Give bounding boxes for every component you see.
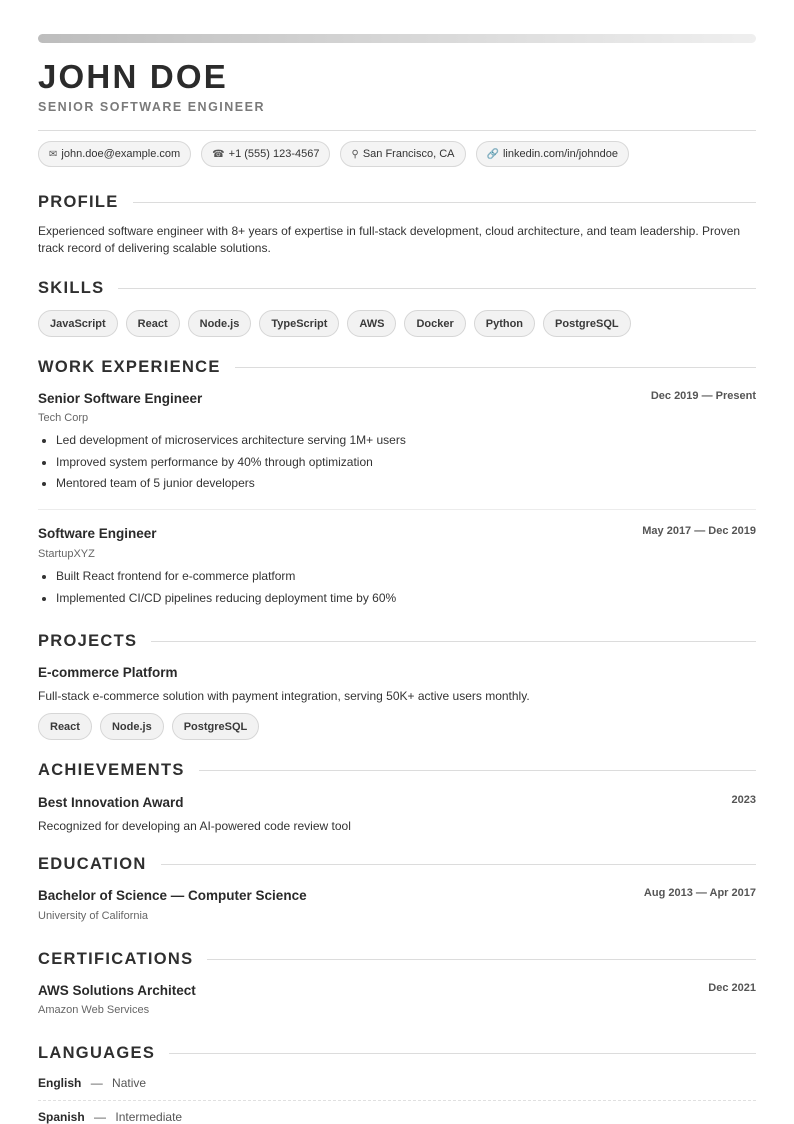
language-separator: — xyxy=(94,1110,107,1124)
achievement-title: Best Innovation Award xyxy=(38,795,184,810)
section-heading-projects xyxy=(38,631,756,651)
section-heading-experience-label: WORK EXPERIENCE xyxy=(38,357,221,376)
contact-linkedin[interactable] xyxy=(476,141,629,167)
skill-tag: Python xyxy=(474,310,535,337)
section-heading-experience xyxy=(38,357,756,377)
education-dates: Aug 2013 — Apr 2017 xyxy=(643,887,756,899)
section-heading-education xyxy=(38,854,756,874)
section-rule xyxy=(161,864,756,865)
certification-date: Dec 2021 xyxy=(708,982,756,994)
list-item: • Built React frontend for e-commerce platform xyxy=(56,566,756,588)
contact-location-text: San Francisco, CA xyxy=(362,148,455,160)
certification-issuer: Amazon Web Services xyxy=(38,1004,150,1016)
job-dates: May 2017 — Dec 2019 xyxy=(642,525,756,537)
list-item: • Improved system performance by 40% through optimization xyxy=(56,452,756,474)
achievement-year: 2023 xyxy=(731,794,756,806)
section-heading-languages-label: LANGUAGES xyxy=(38,1043,156,1062)
tech-tag: PostgreSQL xyxy=(172,713,260,740)
list-item: • Led development of microservices architecture serving 1M+ users xyxy=(56,430,756,452)
skill-tag: PostgreSQL xyxy=(543,310,631,337)
contact-linkedin-text: linkedin.com/in/johndoe xyxy=(502,148,618,160)
section-heading-profile-label: PROFILE xyxy=(38,192,119,211)
job-title: SENIOR SOFTWARE ENGINEER xyxy=(38,100,265,114)
language-divider xyxy=(38,1100,756,1101)
job-achievements xyxy=(38,566,756,609)
education-school: University of California xyxy=(38,910,149,922)
list-item: • Implemented CI/CD pipelines reducing deployment time by 60% xyxy=(56,588,756,610)
language-name: Spanish xyxy=(38,1110,85,1124)
tech-tag: React xyxy=(38,713,92,740)
section-rule xyxy=(207,959,756,960)
skill-tag: React xyxy=(126,310,180,337)
section-heading-skills-label: SKILLS xyxy=(38,278,105,297)
section-rule xyxy=(199,770,756,771)
list-item: • Mentored team of 5 junior developers xyxy=(56,473,756,495)
achievement-description: Recognized for developing an AI-powered code review tool xyxy=(38,819,351,833)
phone-icon: ☎ xyxy=(212,148,225,160)
contact-phone[interactable] xyxy=(201,141,330,167)
location-pin-icon: ⚲ xyxy=(351,148,359,160)
section-heading-certifications xyxy=(38,949,756,969)
section-heading-achievements xyxy=(38,760,756,780)
contact-location xyxy=(340,141,465,167)
language-separator: — xyxy=(90,1076,103,1090)
profile-summary: Experienced software engineer with 8+ years of expertise in full-stack development, cloud architecture, and team leadership. Proven track record of delivering scalable solutions. xyxy=(38,224,741,255)
section-heading-education-label: EDUCATION xyxy=(38,854,147,873)
section-heading-certifications-label: CERTIFICATIONS xyxy=(38,949,194,968)
candidate-name: JOHN DOE xyxy=(38,58,228,95)
job-company: Tech Corp xyxy=(38,412,89,424)
section-rule xyxy=(151,641,756,642)
language-row xyxy=(38,1110,182,1124)
section-rule xyxy=(118,288,756,289)
section-rule xyxy=(169,1053,756,1054)
language-level: Native xyxy=(112,1076,147,1090)
skill-tag: JavaScript xyxy=(38,310,118,337)
header-divider xyxy=(38,130,756,131)
skill-tag: AWS xyxy=(347,310,396,337)
section-heading-projects-label: PROJECTS xyxy=(38,631,138,650)
language-name: English xyxy=(38,1076,82,1090)
section-heading-languages xyxy=(38,1043,756,1063)
language-level: Intermediate xyxy=(115,1110,183,1124)
certification-name: AWS Solutions Architect xyxy=(38,983,196,998)
language-row xyxy=(38,1076,146,1090)
skill-tag: Node.js xyxy=(188,310,252,337)
tech-tag: Node.js xyxy=(100,713,164,740)
contact-list xyxy=(38,141,629,167)
contact-phone-text: +1 (555) 123-4567 xyxy=(228,148,320,160)
section-heading-achievements-label: ACHIEVEMENTS xyxy=(38,760,185,779)
job-achievements xyxy=(38,430,756,495)
contact-email-text: john.doe@example.com xyxy=(61,148,181,160)
job-company: StartupXYZ xyxy=(38,548,95,560)
section-heading-profile xyxy=(38,192,756,212)
envelope-icon: ✉ xyxy=(49,148,58,160)
section-rule xyxy=(235,367,756,368)
job-role: Senior Software Engineer xyxy=(38,391,203,406)
link-icon: 🔗 xyxy=(486,148,499,160)
project-description: Full-stack e-commerce solution with payment integration, serving 50K+ active users monthly. xyxy=(38,689,530,703)
job-divider xyxy=(38,509,756,510)
project-tech-list xyxy=(38,713,259,740)
project-name: E-commerce Platform xyxy=(38,665,178,680)
section-rule xyxy=(133,202,756,203)
section-heading-skills xyxy=(38,278,756,298)
header-accent-bar xyxy=(38,34,756,43)
contact-email[interactable] xyxy=(38,141,191,167)
skills-list xyxy=(38,310,631,337)
skill-tag: Docker xyxy=(404,310,465,337)
skill-tag: TypeScript xyxy=(259,310,339,337)
job-role: Software Engineer xyxy=(38,526,157,541)
education-degree: Bachelor of Science — Computer Science xyxy=(38,888,307,903)
job-dates: Dec 2019 — Present xyxy=(650,390,756,402)
